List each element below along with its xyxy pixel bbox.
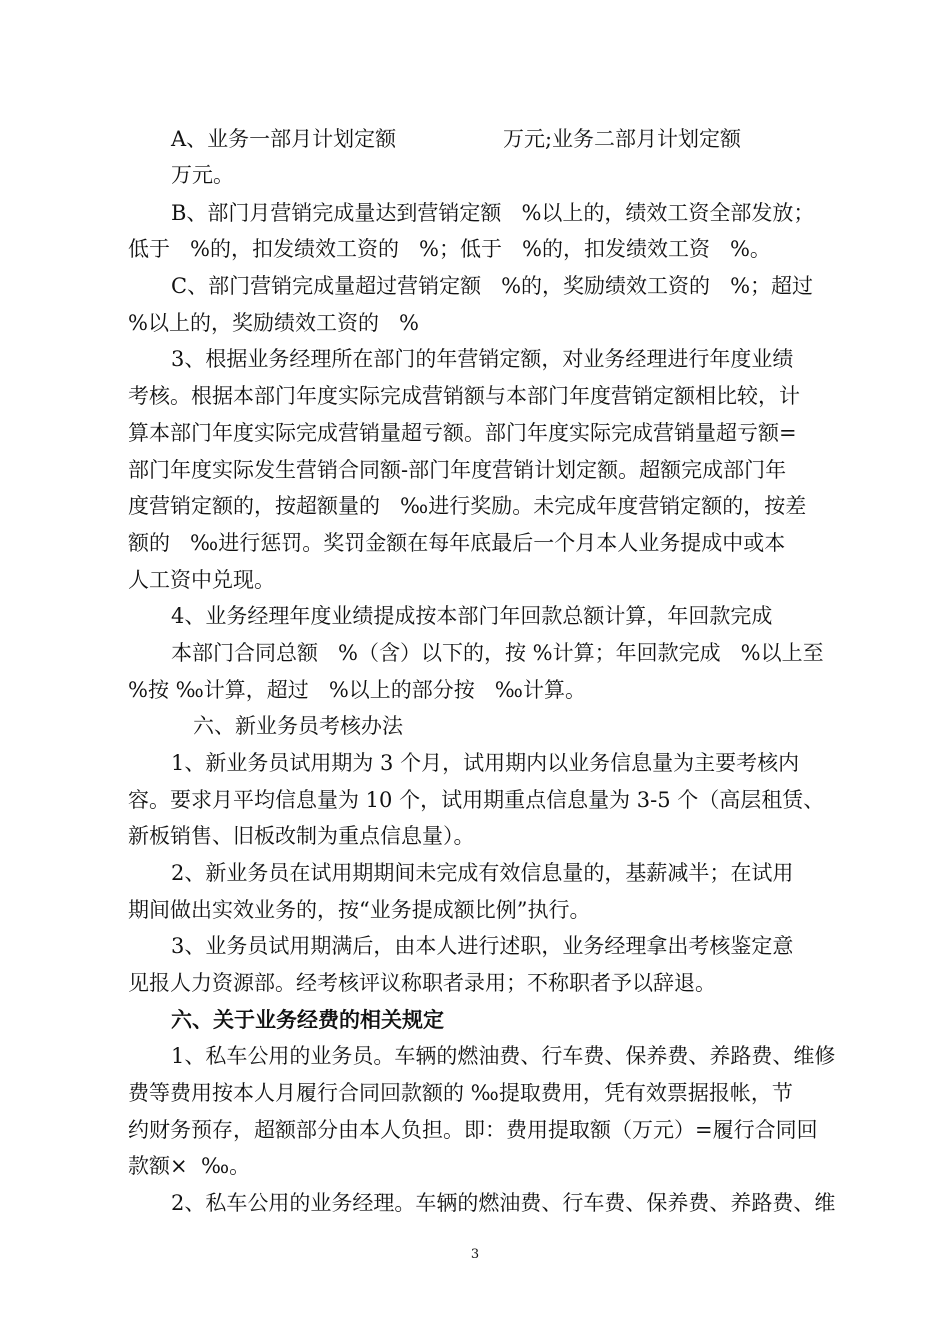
section-heading: 六、新业务员考核办法: [193, 714, 403, 738]
text-line: 度营销定额的，按超额量的 ‰进行奖励。未完成年度营销定额的，按差: [128, 494, 807, 518]
text-line: C、部门营销完成量超过营销定额 %的，奖励绩效工资的 %；超过: [171, 274, 814, 298]
text-line: 费等费用按本人月履行合同回款额的 ‰提取费用，凭有效票据报帐，节: [128, 1081, 793, 1105]
text-line: 见报人力资源部。经考核评议称职者录用；不称职者予以辞退。: [128, 971, 716, 995]
text-line: 1、私车公用的业务员。车辆的燃油费、行车费、保养费、养路费、维修: [171, 1044, 836, 1068]
text-line: 1、新业务员试用期为 3 个月，试用期内以业务信息量为主要考核内: [171, 751, 800, 775]
text-line: A、业务一部月计划定额 万元;业务二部月计划定额: [171, 127, 742, 151]
text-line: 本部门合同总额 %（含）以下的，按 %计算；年回款完成 %以上至: [171, 641, 824, 665]
text-line: 3、根据业务经理所在部门的年营销定额，对业务经理进行年度业绩: [171, 347, 794, 371]
text-line: 部门年度实际发生营销合同额-部门年度营销计划定额。超额完成部门年: [128, 458, 787, 482]
text-line: 容。要求月平均信息量为 10 个，试用期重点信息量为 3-5 个（高层租赁、: [128, 788, 825, 812]
text-line: 款额× ‰。: [128, 1154, 251, 1178]
text-line: 3、业务员试用期满后，由本人进行述职，业务经理拿出考核鉴定意: [171, 934, 794, 958]
text-line: B、部门月营销完成量达到营销定额 %以上的，绩效工资全部发放；: [171, 201, 815, 225]
text-line: %以上的，奖励绩效工资的 %: [128, 311, 419, 335]
text-line: 低于 %的，扣发绩效工资的 %；低于 %的，扣发绩效工资 %。: [128, 237, 771, 261]
section-heading: 六、关于业务经费的相关规定: [171, 1007, 444, 1032]
text-line: 约财务预存，超额部分由本人负担。即：费用提取额（万元）=履行合同回: [128, 1118, 818, 1142]
text-line: 万元。: [171, 163, 234, 187]
text-line: 2、新业务员在试用期期间未完成有效信息量的，基薪减半；在试用: [171, 861, 794, 885]
text-line: %按 ‰计算，超过 %以上的部分按 ‰计算。: [128, 678, 586, 702]
text-line: 新板销售、旧板改制为重点信息量）。: [128, 824, 475, 848]
text-line: 期间做出实效业务的，按“业务提成额比例”执行。: [128, 898, 591, 922]
text-line: 2、私车公用的业务经理。车辆的燃油费、行车费、保养费、养路费、维: [171, 1191, 836, 1215]
text-line: 考核。根据本部门年度实际完成营销额与本部门年度营销定额相比较，计: [128, 384, 800, 408]
text-line: 人工资中兑现。: [128, 568, 275, 592]
text-line: 4、业务经理年度业绩提成按本部门年回款总额计算，年回款完成: [171, 604, 773, 628]
page-number: 3: [470, 1247, 480, 1262]
text-line: 算本部门年度实际完成营销量超亏额。部门年度实际完成营销量超亏额=: [128, 421, 797, 445]
text-line: 额的 ‰进行惩罚。奖罚金额在每年底最后一个月本人业务提成中或本: [128, 531, 786, 555]
